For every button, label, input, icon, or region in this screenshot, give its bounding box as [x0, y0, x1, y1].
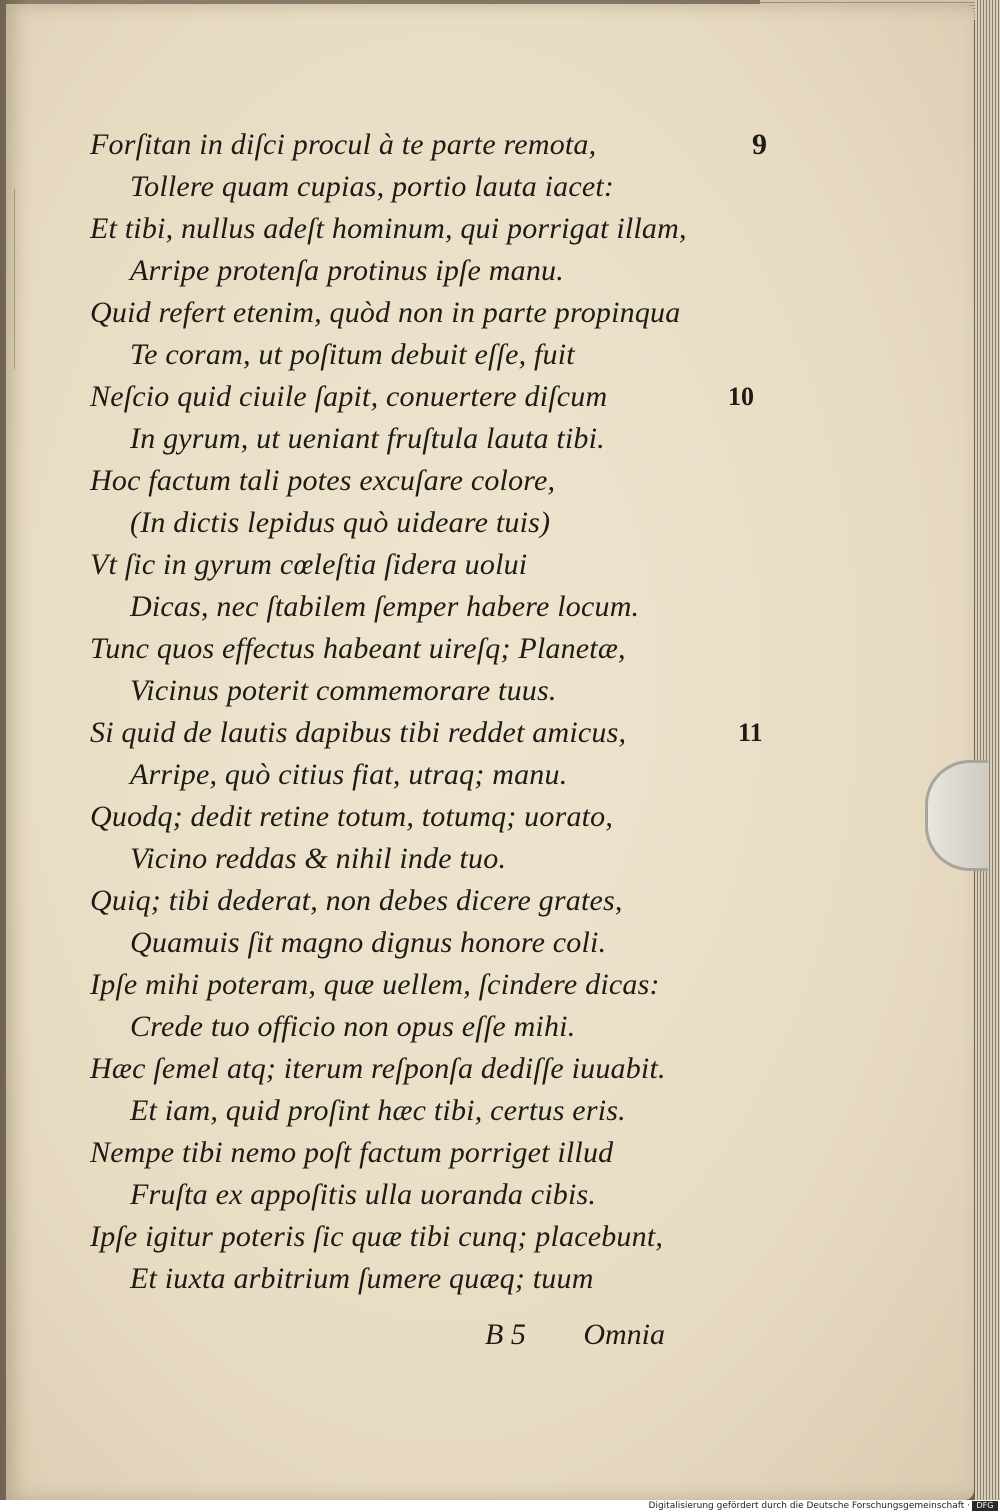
poem-line: Hoc factum tali potes excuſare colore, [90, 464, 556, 497]
poem-line: Et iuxta arbitrium ſumere quæq; tuum [130, 1262, 594, 1295]
poem-line: (In dictis lepidus quò uideare tuis) [130, 506, 551, 539]
poem-line: Tunc quos effectus habeant uireſq; Planetæ, [90, 632, 626, 665]
poem-line: Arripe, quò citius fiat, utraq; manu. [130, 758, 568, 791]
poem-line: Quodq; dedit retine totum, totumq; uorato, [90, 800, 614, 833]
poem-line: Vicino reddas & nihil inde tuo. [130, 842, 507, 875]
poem-line: Tollere quam cupias, portio lauta iacet: [130, 170, 615, 203]
poem-line: Fruſta ex appoſitis ulla uoranda cibis. [130, 1178, 597, 1211]
page-stack-edge-right [975, 0, 1000, 1500]
dfg-logo-icon: DFG [972, 1501, 998, 1511]
catchword: Omnia [583, 1318, 665, 1351]
page-clip [925, 760, 988, 871]
poem-line: Ipſe igitur poteris ſic quæ tibi cunq; placebunt, [90, 1220, 664, 1253]
poem-line: Crede tuo officio non opus eſſe mihi. [130, 1010, 576, 1043]
poem-line: Neſcio quid ciuile ſapit, conuertere diſcum [90, 380, 608, 413]
poem-line: Et iam, quid proſint hæc tibi, certus eris. [130, 1094, 626, 1127]
footer-credit: Digitalisierung gefördert durch die Deutsche Forschungsgemeinschaft · [648, 1501, 970, 1511]
verse-number-11: 11 [738, 718, 763, 747]
margin-mark [14, 189, 21, 369]
signature-mark [485, 1315, 665, 1355]
poem-line: In gyrum, ut ueniant fruſtula lauta tibi. [130, 422, 605, 455]
poem-line: Et tibi, nullus adeſt hominum, qui porrigat illam, [90, 212, 687, 245]
poem-line: Nempe tibi nemo poſt factum porriget illud [90, 1136, 614, 1169]
poem-line: Quamuis ſit magno dignus honore coli. [130, 926, 607, 959]
poem-line: Quid refert etenim, quòd non in parte propinqua [90, 296, 681, 329]
signature-label: B 5 [485, 1318, 526, 1351]
poem-line: Quiq; tibi dederat, non debes dicere grates, [90, 884, 623, 917]
page-number: 9 [752, 128, 767, 161]
poem-line: Hæc ſemel atq; iterum reſponſa dediſſe iuuabit. [90, 1052, 666, 1085]
poem-line: Vt ſic in gyrum cœleſtia ſidera uolui [90, 548, 528, 581]
poem-line: Arripe protenſa protinus ipſe manu. [130, 254, 564, 287]
poem-line: Te coram, ut poſitum debuit eſſe, fuit [130, 338, 575, 371]
poem-line: Forſitan in diſci procul à te parte remota, [90, 128, 597, 161]
verse-number-10: 10 [728, 382, 754, 411]
poem-line: Vicinus poterit commemorare tuus. [130, 674, 557, 707]
poem-line: Si quid de lautis dapibus tibi reddet amicus, [90, 716, 627, 749]
poem-line: Ipſe mihi poteram, quæ uellem, ſcindere dicas: [90, 968, 660, 1001]
poem-line: Dicas, nec ſtabilem ſemper habere locum. [130, 590, 640, 623]
